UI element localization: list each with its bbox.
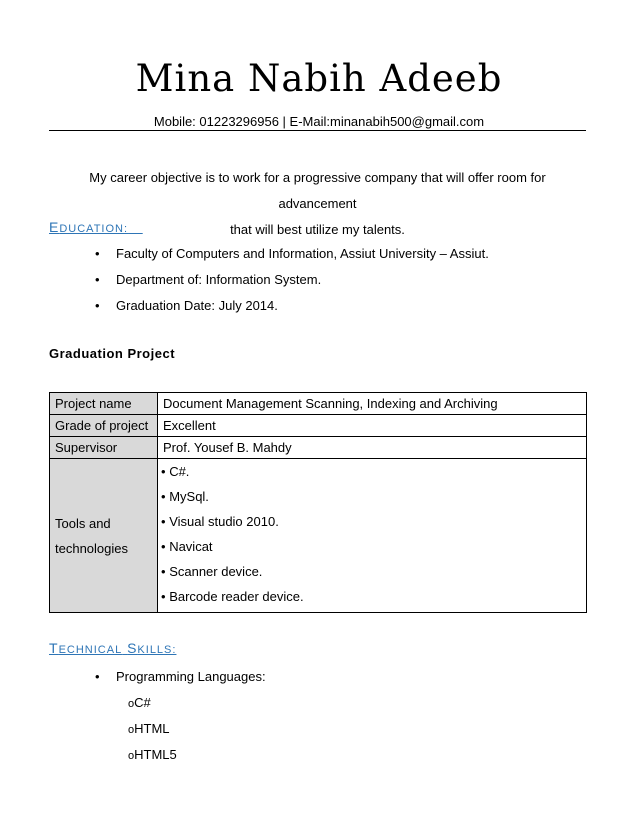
bullet-icon: • — [161, 589, 166, 604]
tools-list — [158, 459, 586, 612]
resume-name: Mina Nabih Adeeb — [135, 57, 503, 100]
circle-bullet-icon: o — [128, 698, 135, 710]
tools-label — [50, 459, 158, 613]
skills-heading-t: T — [49, 640, 59, 656]
skills-item-1: Programming Languages: — [116, 669, 266, 684]
tool-item-2: MySql. — [169, 489, 209, 504]
list-item — [128, 719, 177, 745]
bullet-icon: • — [95, 298, 100, 313]
education-item-1: Faculty of Computers and Information, Assiut University – Assiut. — [116, 246, 489, 261]
bullet-icon: • — [95, 246, 100, 261]
table-row — [50, 415, 587, 437]
list-item — [161, 562, 586, 587]
circle-bullet-icon: o — [128, 724, 135, 736]
bullet-icon: • — [95, 669, 100, 684]
project-name-value: Document Management Scanning, Indexing and Archiving — [158, 393, 587, 415]
language-item-2: HTML — [134, 721, 170, 736]
table-row — [50, 437, 587, 459]
language-item-3: HTML5 — [134, 747, 177, 762]
list-item — [95, 667, 266, 693]
education-heading-initial: E — [49, 219, 60, 235]
tool-item-5: Scanner device. — [169, 564, 263, 579]
tools-label-line-1: Tools and — [55, 515, 111, 531]
project-grade-label: Grade of project — [50, 415, 158, 437]
objective-line-1: My career objective is to work for a progressive company that will offer room for advancement — [89, 170, 546, 211]
supervisor-label: Supervisor — [50, 437, 158, 459]
tool-item-4: Navicat — [169, 539, 213, 554]
objective-line-2: that will best utilize my talents. — [230, 222, 405, 237]
education-heading-rest: DUCATION: — [59, 223, 129, 235]
bullet-icon: • — [95, 272, 100, 287]
contact-info: Mobile: 01223296956 | E-Mail:minanabih500@gmail.com — [153, 114, 485, 129]
project-name-label: Project name — [50, 393, 158, 415]
project-table — [49, 392, 587, 613]
education-heading — [49, 219, 143, 235]
technical-skills-heading — [49, 640, 176, 656]
table-row — [50, 393, 587, 415]
list-item — [161, 537, 586, 562]
language-item-1: C# — [134, 695, 151, 710]
tools-label-line-2: technologies — [55, 540, 128, 556]
tool-item-6: Barcode reader device. — [169, 589, 304, 604]
list-item — [161, 487, 586, 512]
education-list — [95, 244, 489, 322]
header-divider — [49, 130, 586, 131]
bullet-icon: • — [161, 539, 166, 554]
list-item — [128, 693, 177, 719]
education-item-3: Graduation Date: July 2014. — [116, 298, 278, 313]
list-item — [95, 296, 489, 322]
list-item — [161, 462, 586, 487]
list-item — [95, 270, 489, 296]
bullet-icon: • — [161, 514, 166, 529]
technical-skills-list — [95, 667, 266, 693]
bullet-icon: • — [161, 564, 166, 579]
circle-bullet-icon: o — [128, 750, 135, 762]
bullet-icon: • — [161, 489, 166, 504]
skills-heading-echnical: ECHNICAL — [58, 644, 123, 656]
tool-item-1: C#. — [169, 464, 190, 479]
skills-heading-kills: KILLS: — [137, 644, 177, 656]
list-item — [128, 745, 177, 771]
project-grade-value: Excellent — [158, 415, 587, 437]
list-item — [161, 587, 586, 612]
skills-heading-s: S — [127, 640, 138, 656]
bullet-icon: • — [161, 464, 166, 479]
supervisor-value: Prof. Yousef B. Mahdy — [158, 437, 587, 459]
languages-list — [128, 693, 177, 771]
graduation-project-heading: Graduation Project — [49, 346, 176, 361]
list-item — [161, 512, 586, 537]
tools-value — [158, 459, 587, 613]
table-row — [50, 459, 587, 613]
tool-item-3: Visual studio 2010. — [169, 514, 279, 529]
list-item — [95, 244, 489, 270]
education-item-2: Department of: Information System. — [116, 272, 322, 287]
